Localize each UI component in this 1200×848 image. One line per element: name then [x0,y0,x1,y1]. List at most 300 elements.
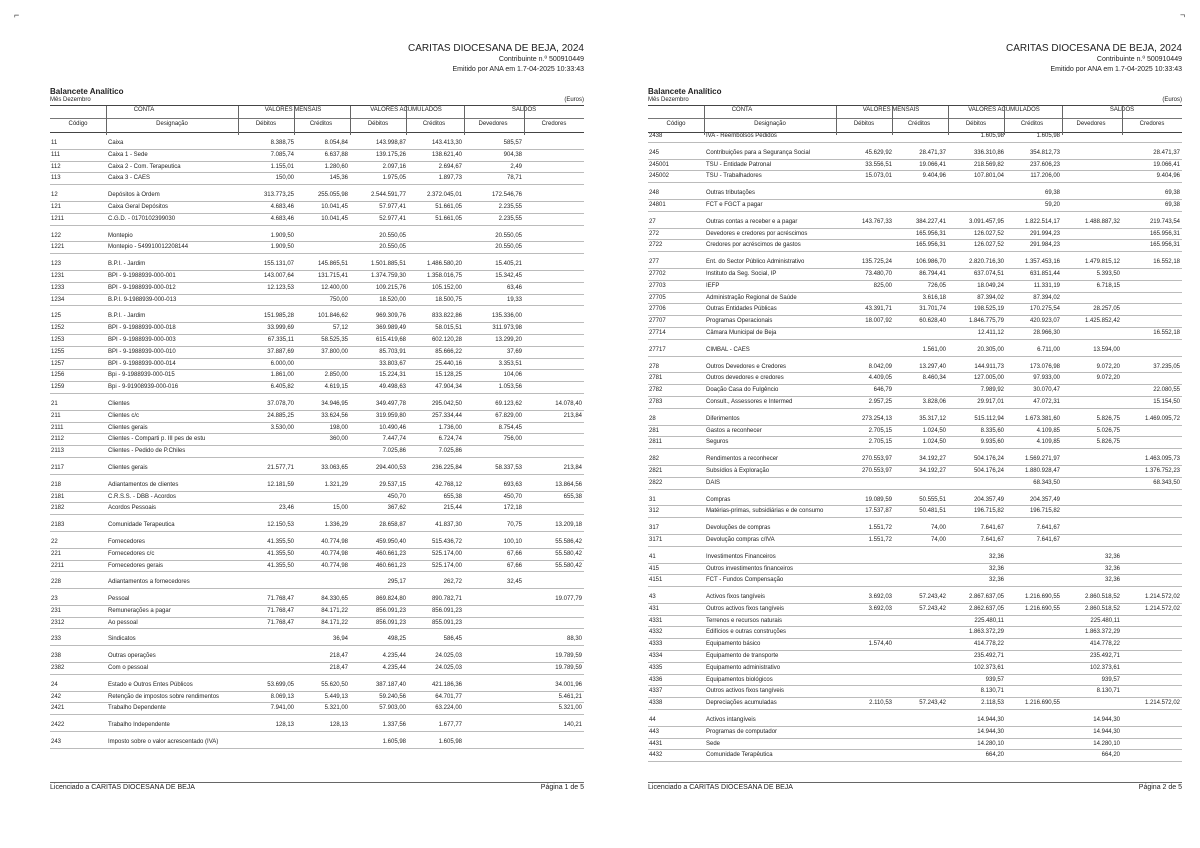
header-credores: Credores [541,121,567,127]
monthly-debit: 71.768,47 [267,619,294,626]
accumulated-debit: 7.447,74 [382,436,406,443]
accumulated-debit: 2.544.591,77 [370,192,406,199]
accumulated-debit: 7.641,67 [980,525,1004,532]
table-row [648,604,1182,616]
accumulated-credit: 525.174,00 [431,562,462,569]
account-code: 31 [649,496,656,503]
account-code: 2117 [51,464,64,471]
table-row [50,577,584,589]
balance-debit: 14.280,10 [1093,740,1120,747]
account-code: 2811 [649,439,662,446]
account-designation: TSU - Trabalhadores [706,173,762,180]
account-designation: Investimentos Financeiros [706,553,776,560]
monthly-credit: 36,94 [332,636,348,643]
account-code: 2783 [649,398,663,405]
table-row [50,423,584,435]
account-code: 4333 [649,641,663,648]
accumulated-debit: 235.492,71 [973,653,1004,660]
table-row [648,478,1182,490]
account-code: 443 [649,728,660,735]
account-code: 4337 [649,688,663,695]
corner-mark-left: ⌐ [14,10,20,20]
monthly-debit: 37.078,70 [267,400,294,407]
table-row [648,373,1182,385]
table-row [648,575,1182,587]
monthly-debit: 313.773,25 [263,192,294,199]
ledger-rows [50,138,584,749]
accumulated-credit: 1.822.514,17 [1024,218,1060,225]
account-designation: Fornecedores c/c [108,550,155,557]
account-code: 228 [51,579,62,586]
account-code: 2421 [51,705,65,712]
accumulated-credit: 47.904,34 [435,384,462,391]
accumulated-credit: 2.372.045,01 [426,192,462,199]
accumulated-credit: 1.605,98 [438,739,462,746]
account-designation: Bpi - 9-91908939-000-016 [108,384,179,391]
balance-credit: 1.214.572,02 [1144,605,1180,612]
accumulated-credit: 855.091,23 [431,619,462,626]
accumulated-debit: 498,25 [387,636,406,643]
account-designation: Diferimentos [706,415,740,422]
account-code: 211 [51,412,61,419]
accumulated-debit: 969.309,76 [375,313,406,320]
account-designation: Depreciações acumuladas [706,700,777,707]
balance-debit: 19,33 [506,296,522,303]
accumulated-debit: 126.027,52 [973,230,1004,237]
balance-debit: 14.944,30 [1093,717,1120,724]
balance-credit: 1.469.095,72 [1144,415,1180,422]
balance-debit: 104,06 [503,372,522,379]
balance-debit: 100,10 [503,538,522,545]
account-designation: Caixa 3 - CAES [108,175,151,182]
monthly-credit: 5.321,00 [324,705,348,712]
header-designacao: Designação [156,121,188,127]
monthly-credit: 165.956,31 [915,230,946,237]
balance-debit: 63,46 [506,284,522,291]
account-designation: Equipamento básico [706,641,761,648]
balance-credit: 55.580,42 [555,562,582,569]
accumulated-debit: 939,57 [985,676,1004,683]
ledger-rows [648,131,1182,762]
header-creditos-mensais: Créditos [907,121,931,127]
account-code: 312 [649,508,660,515]
accumulated-credit: 354.812,73 [1029,149,1060,156]
accumulated-credit: 58.015,51 [435,325,462,332]
accumulated-credit: 11.331,19 [1033,282,1060,289]
account-designation: TSU - Entidade Patronal [706,161,772,168]
account-code: 111 [51,151,61,158]
account-code: 1221 [51,244,65,251]
account-designation: IVA - Reembolsos Pedidos [706,133,777,139]
balance-debit: 15.405,21 [495,261,522,268]
accumulated-credit: 24.025,03 [435,653,462,660]
account-designation: Programas Operacionais [706,318,773,325]
account-code: 27706 [649,306,666,313]
table-row [648,148,1182,160]
table-row [50,680,584,692]
table-row [50,259,584,271]
account-code: 2822 [649,479,663,486]
header-debitos-acumulados: Débitos [965,121,987,127]
accumulated-debit: 49.498,63 [379,384,406,391]
monthly-debit: 825,00 [873,282,892,289]
balance-debit: 2.235,55 [498,215,522,222]
accumulated-credit: 420.923,07 [1029,318,1060,325]
accumulated-debit: 126.027,52 [973,242,1004,249]
accumulated-debit: 18.520,00 [379,296,406,303]
accumulated-debit: 8.130,71 [980,688,1004,695]
account-designation: Ao pessoal [108,619,138,626]
monthly-credit: 37.800,00 [321,348,348,355]
table-row [648,739,1182,751]
balance-credit: 165.956,31 [1149,242,1180,249]
monthly-credit: 10.041,45 [321,215,348,222]
account-designation: DAIS [706,479,721,486]
account-code: 233 [51,636,62,643]
monthly-debit: 2.705,15 [868,439,892,446]
accumulated-credit: 7.641,67 [1036,525,1060,532]
accumulated-debit: 7.641,67 [980,536,1004,543]
table-row [648,345,1182,357]
accumulated-credit: 30.070,47 [1033,387,1060,394]
balance-credit: 13.864,56 [555,481,582,488]
account-designation: Retenção de impostos sobre rendimentos [108,693,220,700]
accumulated-credit: 138.621,40 [431,151,462,158]
account-designation: B.P.I. - Jardim [108,313,146,320]
monthly-credit: 4.619,15 [324,384,348,391]
account-code: 12 [51,192,58,199]
account-designation: Sindicatos [108,636,136,643]
balance-debit: 37,69 [506,348,522,355]
balance-debit: 28.257,05 [1093,306,1120,313]
accumulated-credit: 59,20 [1044,201,1060,208]
balance-debit: 2.235,55 [498,203,522,210]
monthly-credit: 1.321,29 [324,481,348,488]
monthly-debit: 71.768,47 [267,596,294,603]
account-designation: Clientes - Comparti p. III pes de estu [108,436,206,443]
accumulated-credit: 525.174,00 [431,550,462,557]
accumulated-debit: 1.975,05 [382,175,406,182]
table-row [648,466,1182,478]
account-designation: Consult., Assessores e Intermed [706,398,793,405]
accumulated-debit: 1.374.759,30 [370,272,406,279]
balance-debit: 58.337,53 [495,464,522,471]
table-row [648,506,1182,518]
table-row [648,293,1182,305]
balance-debit: 5.826,75 [1096,415,1120,422]
monthly-credit: 57,12 [332,325,348,332]
monthly-debit: 41.355,50 [267,538,294,545]
account-code: 27702 [649,270,666,277]
account-code: 1211 [51,215,64,222]
accumulated-credit: 237.606,23 [1029,161,1060,168]
monthly-credit: 1.280,60 [324,163,348,170]
page-header [408,42,584,75]
accumulated-debit: 10.490,46 [379,424,406,431]
balance-credit: 88,30 [566,636,582,643]
account-designation: C.G.D. - 0170102399030 [108,215,176,222]
account-code: 2181 [51,493,65,500]
monthly-credit: 15,00 [332,505,348,512]
account-code: 11 [51,140,58,146]
account-code: 231 [51,607,62,614]
accumulated-debit: 2.097,16 [382,163,406,170]
accumulated-debit: 196.715,82 [973,508,1004,515]
monthly-credit: 50.555,51 [919,496,946,503]
account-designation: Adiantamentos a fornecedores [108,579,190,586]
account-designation: Outras contas a receber e a pagar [706,218,798,225]
accumulated-credit: 655,38 [443,493,462,500]
accumulated-credit: 1.357.453,16 [1024,259,1060,266]
account-designation: Outras Entidades Públicas [706,306,777,313]
account-code: 4432 [649,752,663,759]
report-month: Mês Dezembro [50,97,91,103]
table-row [648,257,1182,269]
account-designation: Outros Devedores e Credores [706,363,787,370]
account-code: 27717 [649,346,666,353]
balance-debit: 693,63 [503,481,522,488]
report-title: Balancete Analítico [648,87,722,96]
account-designation: Gastos a reconhecer [706,427,762,434]
monthly-debit: 150,00 [275,175,294,182]
monthly-debit: 18.007,92 [865,318,892,325]
accumulated-debit: 29.537,15 [379,481,406,488]
accumulated-debit: 198.525,19 [973,306,1004,313]
balance-debit: 32,36 [1104,565,1120,572]
accumulated-debit: 369.989,49 [375,325,406,332]
accumulated-debit: 127.005,00 [973,375,1004,382]
page-footer [648,782,1182,796]
balance-debit: 14.944,30 [1093,728,1120,735]
accumulated-debit: 57.977,41 [379,203,406,210]
monthly-credit: 360,00 [329,436,348,443]
accumulated-debit: 139.175,26 [375,151,406,158]
accumulated-credit: 1.486.580,20 [426,261,462,268]
accumulated-credit: 105.152,00 [431,284,462,291]
header-debitos-acumulados: Débitos [367,121,389,127]
account-code: 41 [649,553,656,560]
account-designation: Devoluções de compras [706,525,771,532]
balance-credit: 5.321,00 [558,705,582,712]
monthly-credit: 101.846,62 [317,313,348,320]
monthly-credit: 28.471,37 [919,149,946,156]
monthly-credit: 2.850,00 [324,372,348,379]
monthly-debit: 73.480,70 [865,270,892,277]
company-name: CARITAS DIOCESANA DE BEJA, 2024 [408,43,584,54]
monthly-credit: 165.956,31 [915,242,946,249]
balance-debit: 1.479.815,12 [1084,259,1120,266]
column-divider [406,106,407,135]
accumulated-debit: 2.820.716,30 [968,259,1004,266]
accumulated-credit: 68.343,50 [1033,479,1060,486]
column-divider [238,106,239,135]
accumulated-debit: 4.235,44 [382,653,406,660]
monthly-credit: 57.243,42 [919,594,946,601]
account-designation: Outras operações [108,653,156,660]
monthly-debit: 3.692,03 [868,605,892,612]
table-row [50,594,584,606]
account-designation: Clientes [108,400,130,407]
balance-debit: 3.353,51 [498,360,522,367]
account-code: 43 [649,594,656,601]
accumulated-debit: 20.305,00 [977,346,1004,353]
account-designation: Clientes gerais [108,424,148,431]
account-designation: Comunidade Terapêutica [706,752,773,759]
table-row [50,480,584,492]
account-code: 277 [649,259,660,266]
account-code: 2112 [51,436,64,443]
accumulated-credit: 69,38 [1044,190,1060,197]
monthly-credit: 84.171,22 [321,607,348,614]
monthly-credit: 106.986,70 [915,259,946,266]
monthly-credit: 74,00 [930,536,946,543]
table-row [50,162,584,174]
table-row [648,426,1182,438]
balance-credit: 14.078,40 [555,400,582,407]
account-designation: C.R.S.S. - DBB - Acordos [108,493,177,500]
accumulated-debit: 1.846.775,79 [968,318,1004,325]
table-row [50,634,584,646]
table-row [50,446,584,458]
account-designation: BPI - 9-1988939-000-003 [108,336,176,343]
account-code: 415 [649,565,660,572]
account-designation: Bpi - 9-1988939-000-015 [108,372,175,379]
accumulated-debit: 143.998,87 [375,140,406,146]
account-designation: Pessoal [108,596,130,603]
monthly-credit: 1.561,00 [922,346,946,353]
table-row [50,214,584,226]
balance-debit: 69.123,62 [495,400,522,407]
monthly-debit: 1.909,50 [270,232,294,239]
balance-debit: 102.373,61 [1089,664,1120,671]
accumulated-debit: 18.049,24 [977,282,1004,289]
accumulated-debit: 85.703,91 [379,348,406,355]
accumulated-debit: 32,36 [988,553,1004,560]
monthly-credit: 84.171,22 [321,619,348,626]
balance-debit: 2,49 [510,163,522,170]
taxpayer-number: Contribuinte n.º 500910449 [1096,56,1182,63]
header-valores-acumulados: VALORES ACUMULADOS [370,107,442,113]
table-row [50,271,584,283]
accumulated-debit: 3.091.457,95 [968,218,1004,225]
table-row [50,537,584,549]
accumulated-debit: 32,36 [988,565,1004,572]
accumulated-credit: 295.042,50 [431,400,462,407]
account-designation: BPI - 9-1988939-000-010 [108,348,176,355]
accumulated-debit: 28.658,87 [379,522,406,529]
table-row [648,698,1182,710]
accumulated-credit: 170.275,54 [1029,306,1060,313]
balance-debit: 8.130,71 [1096,688,1120,695]
account-designation: BPI - 9-1988939-000-014 [108,360,176,367]
account-designation: Outros investimentos financeiros [706,565,794,572]
balance-credit: 19.789,59 [555,653,582,660]
accumulated-credit: 85.666,22 [435,348,462,355]
monthly-debit: 71.768,47 [267,607,294,614]
account-designation: Caixa 1 - Sede [108,151,148,158]
monthly-credit: 384.227,41 [915,218,946,225]
balance-debit: 32,36 [1104,577,1120,584]
account-designation: Matérias-primas, subsidiárias e de consumo [706,508,824,515]
table-row [648,454,1182,466]
table-row [648,281,1182,293]
monthly-debit: 12.181,59 [267,481,294,488]
monthly-credit: 145.865,51 [317,261,348,268]
accumulated-credit: 291.984,23 [1029,242,1060,249]
table-row [648,535,1182,547]
accumulated-credit: 1.569.271,97 [1024,456,1060,463]
monthly-debit: 15.073,01 [865,173,892,180]
monthly-debit: 155.131,07 [263,261,294,268]
account-code: 2183 [51,522,65,529]
balance-debit: 172.546,76 [491,192,522,199]
header-valores-mensais: VALORES MENSAIS [264,107,322,113]
accumulated-credit: 42.768,12 [435,481,462,488]
balance-debit: 1.488.887,32 [1084,218,1120,225]
monthly-credit: 3.828,06 [922,398,946,405]
account-designation: Subsídios à Exploração [706,467,770,474]
table-row [50,173,584,185]
monthly-credit: 58.525,35 [321,336,348,343]
account-code: 1233 [51,284,65,291]
monthly-debit: 45.629,92 [865,149,892,156]
balance-credit: 16.552,18 [1153,329,1180,336]
table-row [648,437,1182,449]
account-code: 2722 [649,242,663,249]
accumulated-credit: 236.225,84 [431,464,462,471]
account-designation: Outros activos fixos tangíveis [706,688,785,695]
monthly-credit: 19.066,41 [919,161,946,168]
balance-debit: 414.778,22 [1089,641,1120,648]
corner-mark-right: ¬ [1180,10,1186,20]
accumulated-credit: 4.109,85 [1036,427,1060,434]
accumulated-credit: 2.694,67 [438,163,462,170]
balance-debit: 32,36 [1104,553,1120,560]
monthly-credit: 12.400,00 [321,284,348,291]
header-devedores: Devedores [1076,121,1106,127]
accumulated-credit: 117.206,00 [1030,173,1060,180]
balance-debit: 67.829,00 [495,412,522,419]
header-codigo: Código [68,121,88,127]
monthly-credit: 128,13 [329,722,348,729]
account-code: 23 [51,596,58,603]
monthly-credit: 40.774,98 [321,562,348,569]
header-conta: CONTA [133,107,155,113]
account-code: 4338 [649,700,663,707]
monthly-credit: 1.336,29 [324,522,348,529]
accumulated-debit: 319.959,80 [375,412,406,419]
column-divider [294,106,295,135]
table-row [50,370,584,382]
account-code: 1252 [51,325,65,332]
header-conta: CONTA [731,107,753,113]
footer-license: Licenciado a CARITAS DIOCESANA DE BEJA [648,784,793,791]
monthly-debit: 1.574,40 [868,641,892,648]
accumulated-credit: 631.851,44 [1029,270,1060,277]
table-row [50,283,584,295]
footer-license: Licenciado a CARITAS DIOCESANA DE BEJA [50,784,195,791]
monthly-debit: 67.335,11 [267,336,294,343]
balance-debit: 67,66 [506,550,522,557]
monthly-debit: 1.551,72 [868,536,892,543]
balance-debit: 67,66 [506,562,522,569]
accumulated-credit: 1.897,73 [438,175,462,182]
header-creditos-mensais: Créditos [309,121,333,127]
table-row [648,304,1182,316]
monthly-credit: 34.192,27 [919,456,946,463]
issued-line: Emitido por ANA em 1.7-04-2025 10:33:43 [1050,66,1182,73]
header-credores: Credores [1139,121,1165,127]
